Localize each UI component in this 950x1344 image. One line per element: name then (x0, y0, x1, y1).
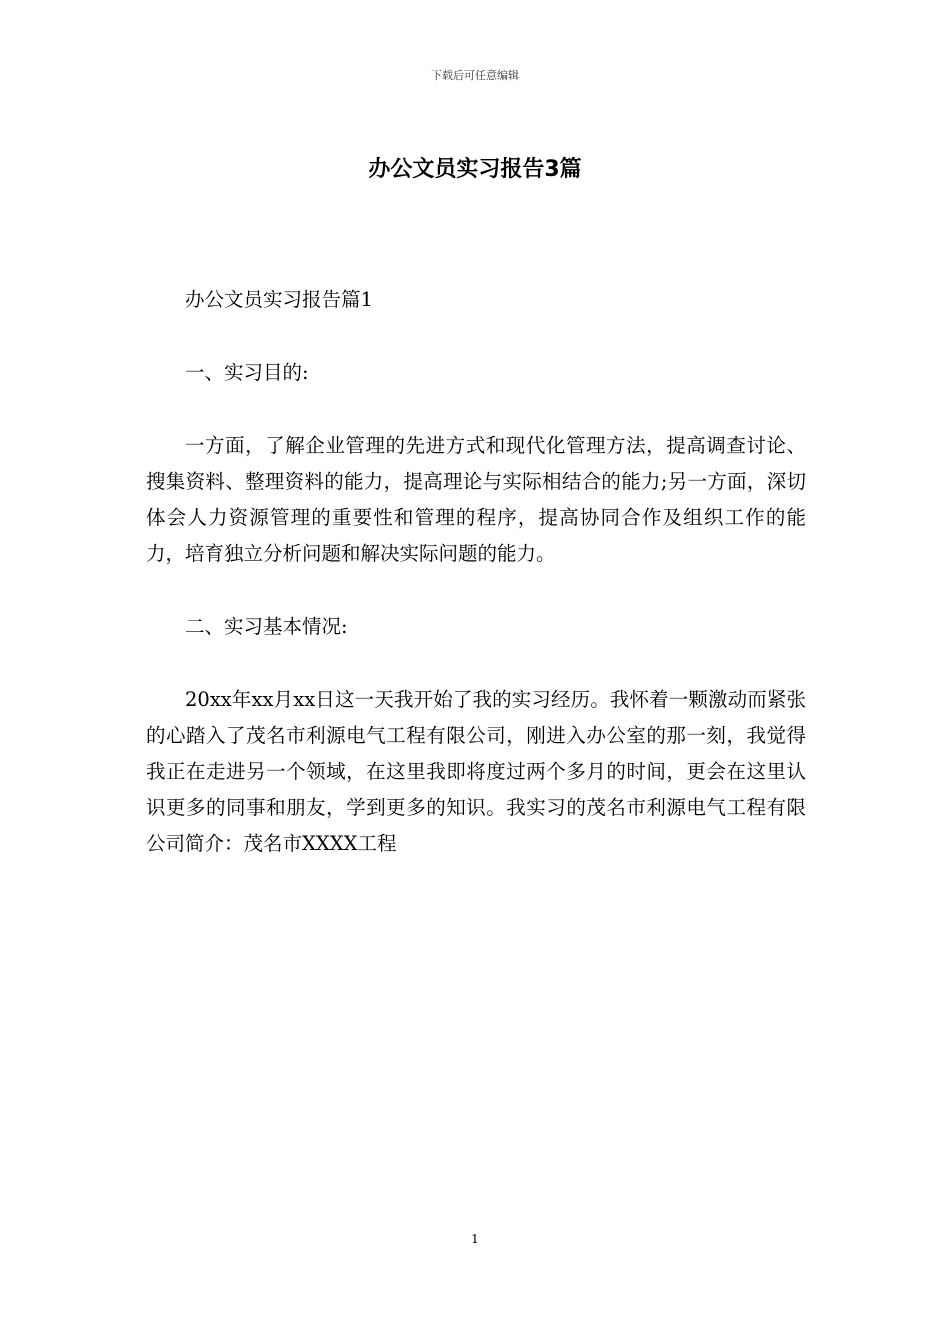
paragraph-purpose: 一方面，了解企业管理的先进方式和现代化管理方法，提高调查讨论、搜集资料、整理资料的能力，提高理论与实际相结合的能力;另一方面，深切体会人力资源管理的重要性和管理的程序，提高协同合作及组织工作的能力，培育独立分析问题和解决实际问题的能力。 (146, 434, 806, 565)
document-title: 办公文员实习报告3篇 (368, 157, 582, 182)
header-note: 下载后可任意编辑 (431, 69, 519, 82)
paragraph-situation: 20xx年xx月xx日这一天我开始了我的实习经历。我怀着一颗激动而紧张的心踏入了茂名市利源电气工程有限公司，刚进入办公室的那一刻，我觉得我正在走进另一个领域，在这里我即将度过两个多月的时间，更会在这里认识更多的同事和朋友，学到更多的知识。我实习的茂名市利源电气工程有限公司简介：茂名市XXXX工程 (146, 688, 806, 855)
page-number: 1 (471, 1232, 479, 1246)
subsection-heading-purpose: 一、实习目的: (185, 361, 309, 384)
section-heading: 办公文员实习报告篇1 (185, 288, 373, 311)
subsection-heading-situation: 二、实习基本情况: (185, 615, 348, 638)
document-body (146, 282, 806, 899)
